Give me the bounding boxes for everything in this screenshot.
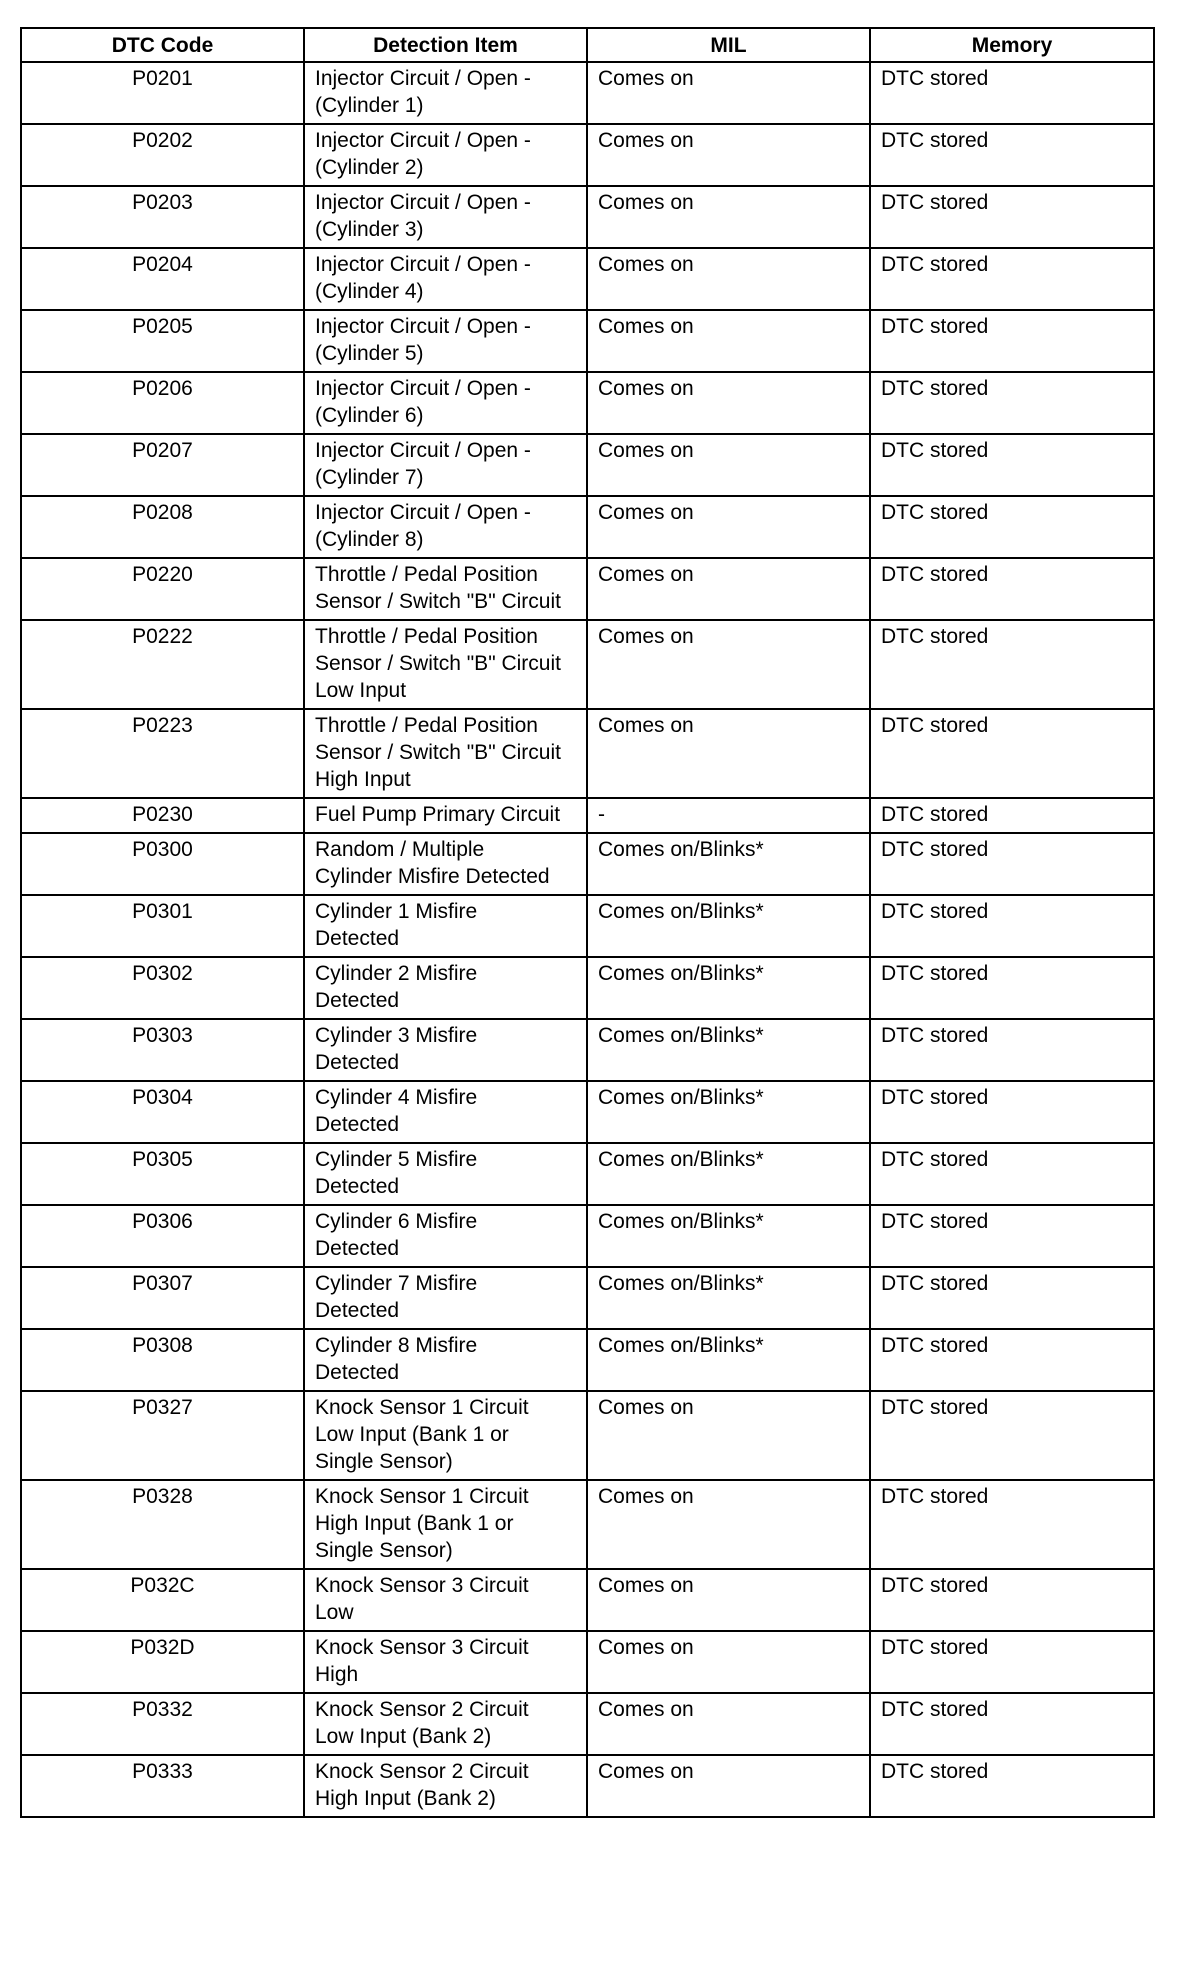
table-header [21, 28, 1154, 62]
dtc-code-cell: P0206 [21, 372, 304, 434]
table-row [21, 1267, 1154, 1329]
table-row [21, 186, 1154, 248]
mil-cell: Comes on [587, 620, 870, 709]
table-row [21, 709, 1154, 798]
detection-item-cell: Throttle / Pedal Position Sensor / Switch "B" Circuit [304, 558, 587, 620]
memory-cell: DTC stored [870, 1693, 1154, 1755]
table-row [21, 1480, 1154, 1569]
mil-cell: Comes on/Blinks* [587, 1329, 870, 1391]
memory-cell: DTC stored [870, 1205, 1154, 1267]
mil-cell: Comes on [587, 1631, 870, 1693]
table-row [21, 1391, 1154, 1480]
detection-item-cell: Knock Sensor 3 Circuit High [304, 1631, 587, 1693]
memory-cell: DTC stored [870, 895, 1154, 957]
memory-cell: DTC stored [870, 620, 1154, 709]
mil-cell: Comes on [587, 434, 870, 496]
detection-item-cell: Fuel Pump Primary Circuit [304, 798, 587, 833]
detection-item-cell: Injector Circuit / Open - (Cylinder 8) [304, 496, 587, 558]
table-row [21, 895, 1154, 957]
table-row [21, 1081, 1154, 1143]
mil-cell: Comes on/Blinks* [587, 833, 870, 895]
detection-item-cell: Injector Circuit / Open - (Cylinder 4) [304, 248, 587, 310]
dtc-code-cell: P0207 [21, 434, 304, 496]
detection-item-cell: Knock Sensor 2 Circuit High Input (Bank 2) [304, 1755, 587, 1817]
memory-cell: DTC stored [870, 1391, 1154, 1480]
mil-cell: Comes on [587, 558, 870, 620]
dtc-code-cell: P0204 [21, 248, 304, 310]
memory-cell: DTC stored [870, 1019, 1154, 1081]
memory-cell: DTC stored [870, 1569, 1154, 1631]
table-row [21, 310, 1154, 372]
mil-cell: Comes on/Blinks* [587, 895, 870, 957]
table-row [21, 1755, 1154, 1817]
mil-cell: Comes on [587, 124, 870, 186]
table-body [21, 62, 1154, 1817]
memory-cell: DTC stored [870, 798, 1154, 833]
dtc-code-cell: P0304 [21, 1081, 304, 1143]
detection-item-cell: Injector Circuit / Open - (Cylinder 2) [304, 124, 587, 186]
detection-item-cell: Injector Circuit / Open - (Cylinder 1) [304, 62, 587, 124]
table-row [21, 1329, 1154, 1391]
detection-item-cell: Cylinder 5 Misfire Detected [304, 1143, 587, 1205]
mil-cell: Comes on [587, 709, 870, 798]
memory-cell: DTC stored [870, 1631, 1154, 1693]
memory-cell: DTC stored [870, 1081, 1154, 1143]
memory-cell: DTC stored [870, 496, 1154, 558]
dtc-code-cell: P0222 [21, 620, 304, 709]
detection-item-cell: Cylinder 4 Misfire Detected [304, 1081, 587, 1143]
detection-item-cell: Knock Sensor 1 Circuit High Input (Bank 1 or Single Sensor) [304, 1480, 587, 1569]
detection-item-cell: Knock Sensor 2 Circuit Low Input (Bank 2) [304, 1693, 587, 1755]
dtc-code-cell: P032C [21, 1569, 304, 1631]
memory-cell: DTC stored [870, 248, 1154, 310]
mil-cell: Comes on/Blinks* [587, 957, 870, 1019]
dtc-code-cell: P0332 [21, 1693, 304, 1755]
detection-item-cell: Injector Circuit / Open - (Cylinder 7) [304, 434, 587, 496]
memory-cell: DTC stored [870, 1755, 1154, 1817]
mil-cell: Comes on/Blinks* [587, 1019, 870, 1081]
memory-cell: DTC stored [870, 833, 1154, 895]
table-row [21, 1143, 1154, 1205]
mil-cell: Comes on/Blinks* [587, 1267, 870, 1329]
table-row [21, 620, 1154, 709]
dtc-code-cell: P0201 [21, 62, 304, 124]
dtc-code-cell: P0208 [21, 496, 304, 558]
mil-cell: Comes on [587, 496, 870, 558]
memory-cell: DTC stored [870, 1480, 1154, 1569]
header-memory: Memory [870, 28, 1154, 62]
detection-item-cell: Cylinder 8 Misfire Detected [304, 1329, 587, 1391]
memory-cell: DTC stored [870, 372, 1154, 434]
dtc-code-cell: P0333 [21, 1755, 304, 1817]
detection-item-cell: Random / Multiple Cylinder Misfire Detected [304, 833, 587, 895]
table-row [21, 1569, 1154, 1631]
detection-item-cell: Throttle / Pedal Position Sensor / Switch "B" Circuit High Input [304, 709, 587, 798]
mil-cell: - [587, 798, 870, 833]
table-row [21, 1693, 1154, 1755]
dtc-code-cell: P0307 [21, 1267, 304, 1329]
dtc-table-container [20, 27, 1153, 1818]
dtc-code-cell: P0223 [21, 709, 304, 798]
mil-cell: Comes on/Blinks* [587, 1143, 870, 1205]
detection-item-cell: Injector Circuit / Open - (Cylinder 5) [304, 310, 587, 372]
table-row [21, 496, 1154, 558]
memory-cell: DTC stored [870, 310, 1154, 372]
detection-item-cell: Injector Circuit / Open - (Cylinder 6) [304, 372, 587, 434]
dtc-code-cell: P0328 [21, 1480, 304, 1569]
dtc-code-cell: P0327 [21, 1391, 304, 1480]
dtc-code-cell: P0308 [21, 1329, 304, 1391]
memory-cell: DTC stored [870, 957, 1154, 1019]
detection-item-cell: Cylinder 1 Misfire Detected [304, 895, 587, 957]
mil-cell: Comes on [587, 1391, 870, 1480]
memory-cell: DTC stored [870, 1267, 1154, 1329]
header-mil: MIL [587, 28, 870, 62]
detection-item-cell: Cylinder 3 Misfire Detected [304, 1019, 587, 1081]
detection-item-cell: Cylinder 6 Misfire Detected [304, 1205, 587, 1267]
dtc-code-cell: P0205 [21, 310, 304, 372]
header-row [21, 28, 1154, 62]
detection-item-cell: Cylinder 7 Misfire Detected [304, 1267, 587, 1329]
memory-cell: DTC stored [870, 558, 1154, 620]
memory-cell: DTC stored [870, 124, 1154, 186]
memory-cell: DTC stored [870, 62, 1154, 124]
dtc-code-cell: P0203 [21, 186, 304, 248]
detection-item-cell: Knock Sensor 3 Circuit Low [304, 1569, 587, 1631]
table-row [21, 434, 1154, 496]
memory-cell: DTC stored [870, 709, 1154, 798]
dtc-code-cell: P0202 [21, 124, 304, 186]
table-row [21, 62, 1154, 124]
mil-cell: Comes on [587, 248, 870, 310]
detection-item-cell: Cylinder 2 Misfire Detected [304, 957, 587, 1019]
table-row [21, 1019, 1154, 1081]
mil-cell: Comes on/Blinks* [587, 1205, 870, 1267]
dtc-code-cell: P0305 [21, 1143, 304, 1205]
dtc-code-cell: P0303 [21, 1019, 304, 1081]
mil-cell: Comes on [587, 1569, 870, 1631]
table-row [21, 1631, 1154, 1693]
mil-cell: Comes on [587, 310, 870, 372]
table-row [21, 248, 1154, 310]
memory-cell: DTC stored [870, 1143, 1154, 1205]
dtc-code-cell: P0306 [21, 1205, 304, 1267]
dtc-code-cell: P0302 [21, 957, 304, 1019]
table-row [21, 372, 1154, 434]
table-row [21, 957, 1154, 1019]
table-row [21, 124, 1154, 186]
memory-cell: DTC stored [870, 186, 1154, 248]
dtc-code-cell: P0300 [21, 833, 304, 895]
mil-cell: Comes on [587, 62, 870, 124]
mil-cell: Comes on [587, 1755, 870, 1817]
mil-cell: Comes on [587, 1480, 870, 1569]
dtc-code-cell: P0230 [21, 798, 304, 833]
mil-cell: Comes on [587, 186, 870, 248]
memory-cell: DTC stored [870, 434, 1154, 496]
mil-cell: Comes on [587, 1693, 870, 1755]
mil-cell: Comes on/Blinks* [587, 1081, 870, 1143]
table-row [21, 1205, 1154, 1267]
dtc-code-cell: P0301 [21, 895, 304, 957]
table-row [21, 798, 1154, 833]
dtc-table [20, 27, 1155, 1818]
table-row [21, 833, 1154, 895]
dtc-code-cell: P032D [21, 1631, 304, 1693]
header-dtc-code: DTC Code [21, 28, 304, 62]
header-detection-item: Detection Item [304, 28, 587, 62]
mil-cell: Comes on [587, 372, 870, 434]
table-row [21, 558, 1154, 620]
detection-item-cell: Knock Sensor 1 Circuit Low Input (Bank 1 or Single Sensor) [304, 1391, 587, 1480]
dtc-code-cell: P0220 [21, 558, 304, 620]
detection-item-cell: Injector Circuit / Open - (Cylinder 3) [304, 186, 587, 248]
detection-item-cell: Throttle / Pedal Position Sensor / Switch "B" Circuit Low Input [304, 620, 587, 709]
memory-cell: DTC stored [870, 1329, 1154, 1391]
